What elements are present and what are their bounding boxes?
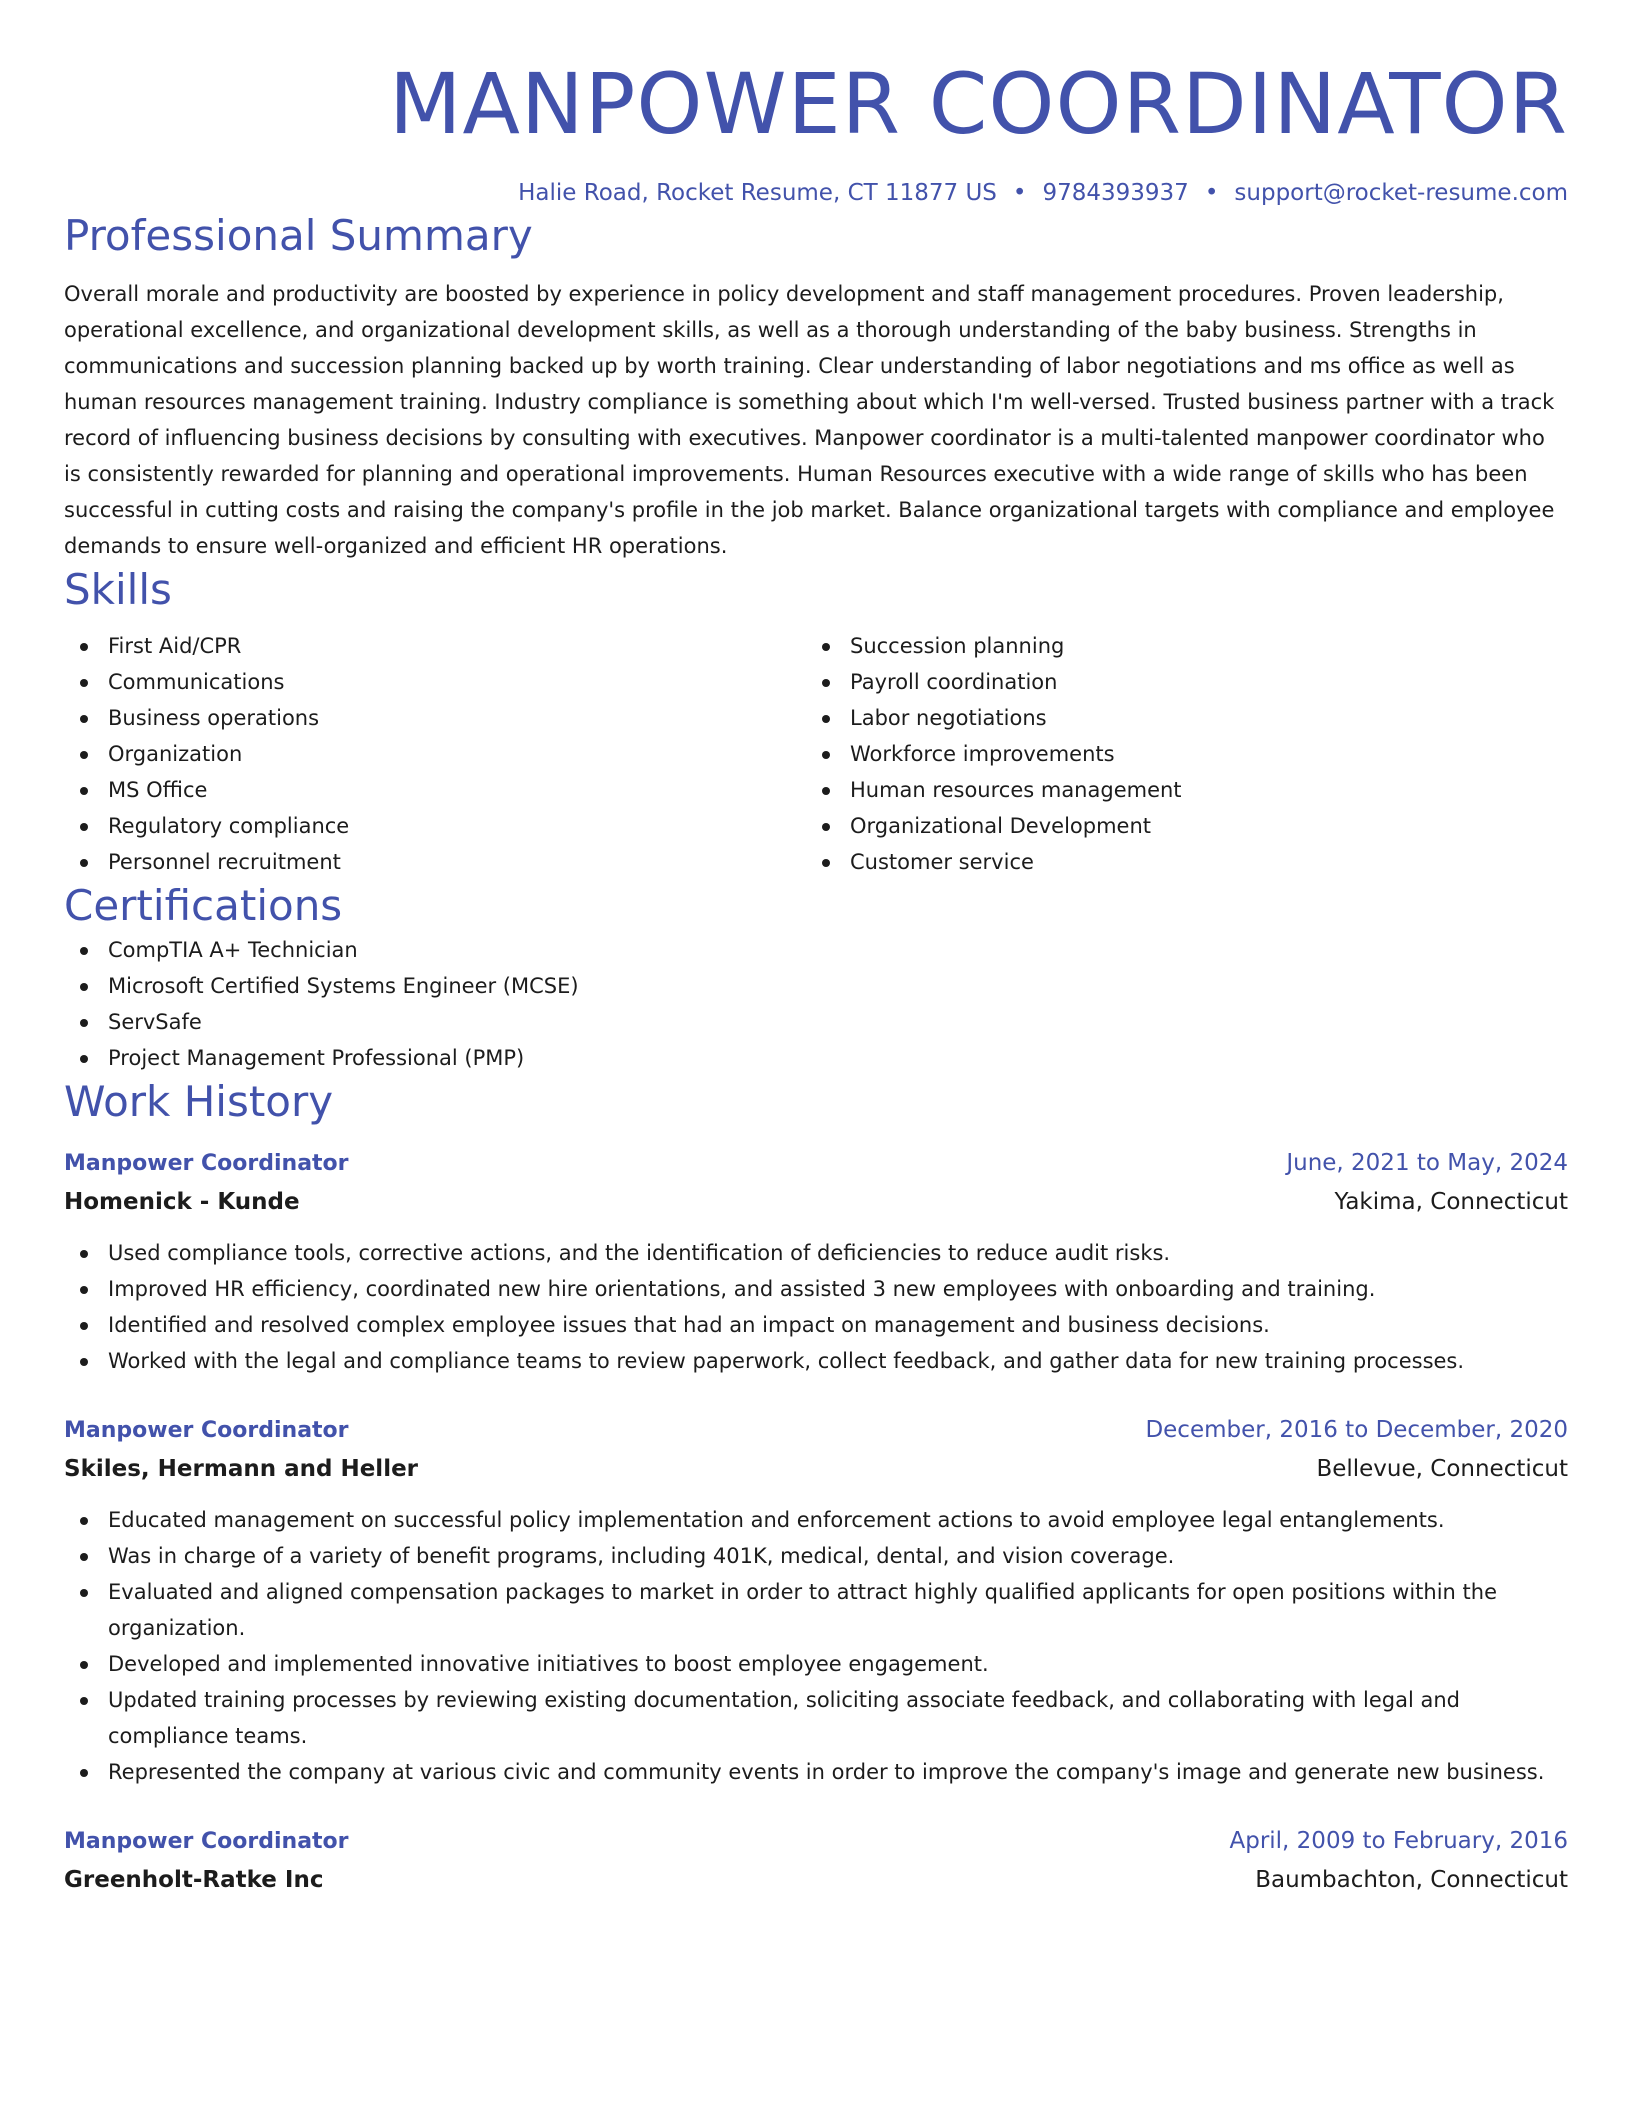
job-bullet: Was in charge of a variety of benefit programs, including 401K, medical, dental, and vision coverage.	[64, 1538, 1568, 1574]
skill-item: First Aid/CPR	[64, 628, 806, 664]
summary-heading: Professional Summary	[64, 211, 533, 260]
job-bullet: Educated management on successful policy implementation and enforcement actions to avoid employee legal entanglements.	[64, 1502, 1568, 1538]
skill-item: Workforce improvements	[806, 736, 1548, 772]
job-bullet: Used compliance tools, corrective actions, and the identification of deficiencies to reduce audit risks.	[64, 1235, 1568, 1271]
job-location: Bellevue, Connecticut	[1316, 1456, 1568, 1482]
certification-item: Project Management Professional (PMP)	[64, 1040, 1568, 1076]
job-dates: June, 2021 to May, 2024	[1286, 1150, 1568, 1176]
skill-item: Personnel recruitment	[64, 844, 806, 880]
job-company: Skiles, Hermann and Heller	[64, 1456, 419, 1482]
skill-item: MS Office	[64, 772, 806, 808]
contact-separator: •	[1204, 180, 1219, 206]
job-company: Homenick - Kunde	[64, 1189, 300, 1215]
job-bullet: Worked with the legal and compliance teams to review paperwork, collect feedback, and gather data for new training processes.	[64, 1343, 1568, 1379]
skill-item: Customer service	[806, 844, 1548, 880]
job-bullet: Improved HR efficiency, coordinated new hire orientations, and assisted 3 new employees with onboarding and training.	[64, 1271, 1568, 1307]
job-title: Manpower Coordinator	[64, 1829, 349, 1854]
skill-item: Payroll coordination	[806, 664, 1548, 700]
skills-heading: Skills	[64, 565, 172, 614]
job-entry	[64, 1822, 1568, 1899]
certification-item: ServSafe	[64, 1004, 1568, 1040]
job-bullets	[64, 1502, 1568, 1790]
contact-line	[64, 176, 1568, 210]
skill-item: Human resources management	[806, 772, 1548, 808]
contact-address: Halie Road, Rocket Resume, CT 11877 US	[518, 180, 997, 206]
job-entry	[64, 1144, 1568, 1379]
skills-list-left	[64, 628, 806, 880]
certification-item: CompTIA A+ Technician	[64, 932, 1568, 968]
job-bullet: Represented the company at various civic and community events in order to improve the company's image and generate new business.	[64, 1754, 1568, 1790]
skill-item: Organization	[64, 736, 806, 772]
certification-item: Microsoft Certified Systems Engineer (MCSE)	[64, 968, 1568, 1004]
skill-item: Labor negotiations	[806, 700, 1548, 736]
job-dates: April, 2009 to February, 2016	[1229, 1828, 1568, 1854]
certifications-heading: Certifications	[64, 881, 343, 930]
job-bullets	[64, 1235, 1568, 1379]
job-entry	[64, 1411, 1568, 1790]
contact-separator: •	[1012, 180, 1027, 206]
skills-columns	[64, 628, 1568, 880]
skill-item: Business operations	[64, 700, 806, 736]
job-title: Manpower Coordinator	[64, 1418, 349, 1443]
job-title: Manpower Coordinator	[64, 1151, 349, 1176]
work-history-heading: Work History	[64, 1077, 334, 1126]
job-dates: December, 2016 to December, 2020	[1145, 1417, 1568, 1443]
job-company: Greenholt-Ratke Inc	[64, 1867, 324, 1893]
job-location: Yakima, Connecticut	[1334, 1189, 1568, 1215]
resume-header	[64, 0, 1568, 210]
job-bullet: Identified and resolved complex employee issues that had an impact on management and business decisions.	[64, 1307, 1568, 1343]
job-bullet: Updated training processes by reviewing existing documentation, soliciting associate feedback, and collaborating with legal and compliance teams.	[64, 1682, 1568, 1754]
job-location: Baumbachton, Connecticut	[1255, 1867, 1568, 1893]
skill-item: Regulatory compliance	[64, 808, 806, 844]
skill-item: Organizational Development	[806, 808, 1548, 844]
job-bullet: Evaluated and aligned compensation packages to market in order to attract highly qualified applicants for open positions within the organization.	[64, 1574, 1568, 1646]
contact-phone: 9784393937	[1042, 180, 1189, 206]
summary-text: Overall morale and productivity are boosted by experience in policy development and staff management procedures. Proven leadership, operational excellence, and organizational development skills, as well as a thorough understanding of the baby business. Strengths in communications and succession planning backed up by worth training. Clear understanding of labor negotiations and ms office as well as human resources management training. Industry compliance is something about which I'm well-versed. Trusted business partner with a track record of influencing business decisions by consulting with executives. Manpower coordinator is a multi-talented manpower coordinator who is consistently rewarded for planning and operational improvements. Human Resources executive with a wide range of skills who has been successful in cutting costs and raising the company's profile in the job market. Balance organizational targets with compliance and employee demands to ensure well-organized and efficient HR operations.	[64, 282, 1555, 558]
certifications-list	[64, 932, 1568, 1076]
candidate-name: MANPOWER COORDINATOR	[388, 55, 1568, 153]
contact-email: support@rocket-resume.com	[1234, 180, 1568, 206]
skills-list-right	[806, 628, 1548, 880]
skill-item: Communications	[64, 664, 806, 700]
job-bullet: Developed and implemented innovative initiatives to boost employee engagement.	[64, 1646, 1568, 1682]
resume-page	[64, 0, 1568, 1899]
skill-item: Succession planning	[806, 628, 1548, 664]
